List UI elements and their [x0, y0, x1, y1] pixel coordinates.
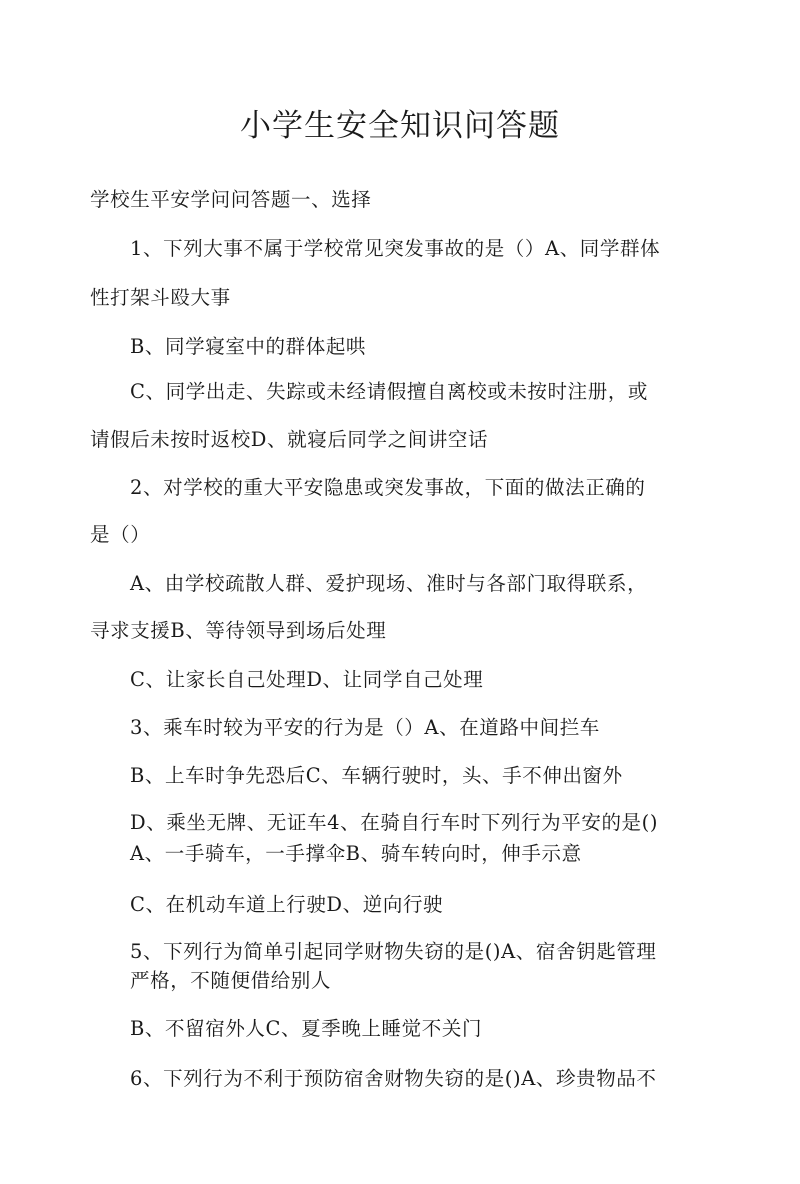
- text-line: A、由学校疏散人群、爱护现场、准时与各部门取得联系，: [130, 572, 648, 595]
- text-line: 学校生平安学问问答题一、选择: [90, 188, 372, 211]
- text-line: C、让家长自己处理D、让同学自己处理: [130, 668, 484, 691]
- document-title: 小学生安全知识问答题: [240, 108, 560, 144]
- text-line: 严格，不随便借给别人: [130, 969, 332, 992]
- text-line: 寻求支援B、等待领导到场后处理: [90, 619, 387, 642]
- text-line: 性打架斗殴大事: [90, 286, 231, 309]
- text-line: 6、下列行为不利于预防宿舍财物失窃的是()A、珍贵物品不: [130, 1067, 657, 1090]
- text-line: 3、乘车时较为平安的行为是（）A、在道路中间拦车: [130, 716, 600, 739]
- text-line: D、乘坐无牌、无证车4、在骑自行车时下列行为平安的是(): [130, 811, 659, 834]
- text-line: B、不留宿外人C、夏季晚上睡觉不关门: [130, 1017, 483, 1040]
- text-line: 是（）: [90, 523, 151, 546]
- text-line: C、在机动车道上行驶D、逆向行驶: [130, 893, 444, 916]
- text-line: B、同学寝室中的群体起哄: [130, 335, 367, 358]
- text-line: 1、下列大事不属于学校常见突发事故的是（）A、同学群体: [130, 237, 661, 260]
- text-line: 请假后未按时返校D、就寝后同学之间讲空话: [90, 428, 489, 451]
- text-line: A、一手骑车，一手撑伞B、骑车转向时，伸手示意: [130, 842, 582, 865]
- text-line: 2、对学校的重大平安隐患或突发事故，下面的做法正确的: [130, 476, 646, 499]
- text-line: 5、下列行为简单引起同学财物失窃的是()A、宿舍钥匙管理: [130, 940, 657, 963]
- text-line: C、同学出走、失踪或未经请假擅自离校或未按时注册，或: [130, 380, 649, 403]
- text-line: B、上车时争先恐后C、车辆行驶时，头、手不伸出窗外: [130, 764, 623, 787]
